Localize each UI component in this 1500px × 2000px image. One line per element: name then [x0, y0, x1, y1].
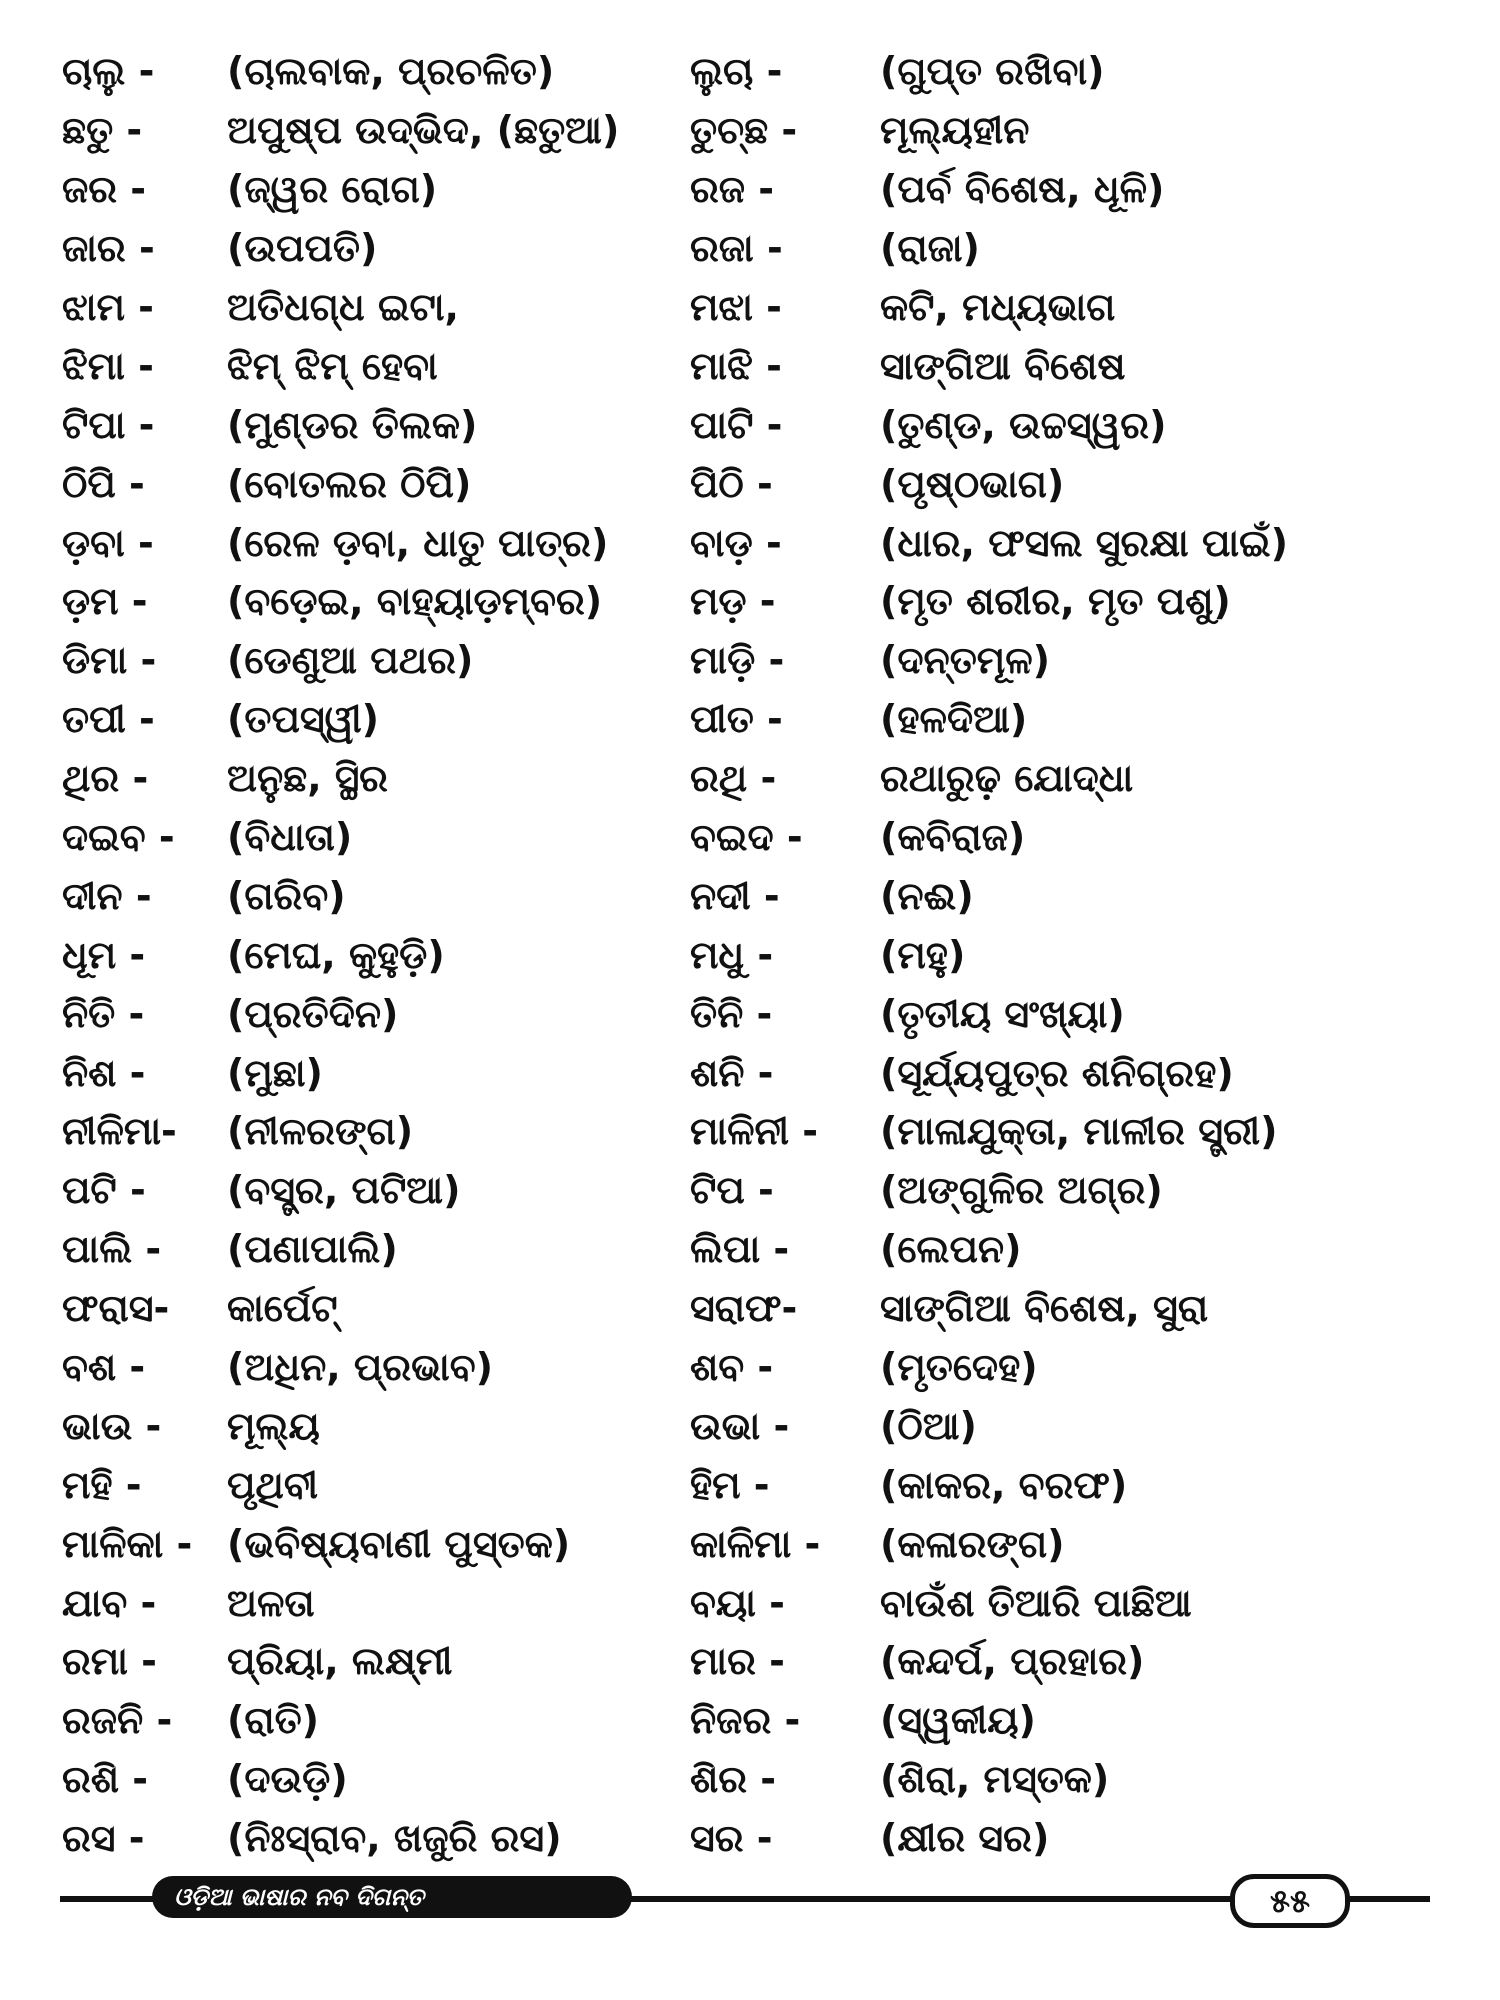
- entry-word: ଝାମ -: [62, 285, 154, 329]
- entry-meaning: (କଳାରଙ୍ଗ): [880, 1521, 1065, 1566]
- entry-meaning: (ଜ୍ୱର ରୋଗ): [227, 167, 438, 212]
- glossary-entry: [62, 454, 762, 513]
- glossary-entry: [690, 1750, 1470, 1809]
- entry-meaning: (ନଈ): [880, 873, 974, 918]
- entry-word: ଭାଉ -: [62, 1403, 162, 1448]
- entry-word: ମାଡ଼ି -: [690, 638, 785, 683]
- entry-meaning: (ମେଘ, କୁହୁଡ଼ି): [227, 932, 445, 977]
- entry-word: ଡ଼ବା -: [62, 520, 154, 565]
- entry-word: ଲୁଚା -: [690, 49, 783, 94]
- entry-word: ତିନି -: [690, 991, 773, 1036]
- glossary-entry: [62, 1338, 762, 1397]
- entry-word: ରସ -: [62, 1816, 145, 1861]
- glossary-entry: [62, 1396, 762, 1455]
- entry-word: ମହି -: [62, 1462, 142, 1507]
- glossary-entry: [62, 278, 762, 337]
- entry-meaning: (ଶିରା, ମସ୍ତକ): [880, 1757, 1110, 1802]
- glossary-entry: [62, 631, 762, 690]
- entry-word: ଝିମା -: [62, 343, 154, 388]
- entry-word: ଉଭା -: [690, 1403, 790, 1448]
- glossary-entry: [62, 513, 762, 572]
- entry-meaning: (ବିଧାତା): [227, 815, 353, 860]
- entry-meaning: (ଠିଆ): [880, 1403, 977, 1448]
- entry-meaning: (ପୃଷ୍ଠଭାଗ): [880, 461, 1065, 506]
- entry-meaning: ପୃଥିବୀ: [227, 1462, 319, 1507]
- entry-word: ରଜ -: [690, 167, 775, 212]
- glossary-entry: [62, 1691, 762, 1750]
- entry-meaning: (ରାତି): [227, 1698, 320, 1743]
- entry-word: ଚାଲୁ -: [62, 49, 155, 94]
- entry-word: ନଦୀ -: [690, 873, 780, 918]
- entry-meaning: (କବିରାଜ): [880, 815, 1026, 860]
- entry-word: ବଇଦ -: [690, 815, 803, 860]
- entry-meaning: (ଡେଣୁଆ ପଥର): [227, 638, 474, 683]
- entry-meaning: (ତୃତୀୟ ସଂଖ୍ୟା): [880, 991, 1125, 1036]
- entry-meaning: (ସୂର୍ଯ୍ୟପୁତ୍ର ଶନିଗ୍ରହ): [880, 1050, 1234, 1095]
- entry-word: ରଜନି -: [62, 1698, 173, 1743]
- glossary-entry: [690, 631, 1470, 690]
- entry-meaning: (ରେଳ ଡ଼ବା, ଧାତୁ ପାତ୍ର): [227, 520, 609, 565]
- glossary-entry: [62, 160, 762, 219]
- glossary-entry: [62, 1809, 762, 1868]
- entry-meaning: (ଦନ୍ତମୂଳ): [880, 638, 1051, 683]
- entry-word: ରଥି -: [690, 756, 777, 801]
- entry-word: ଜାର -: [62, 226, 155, 271]
- glossary-entry: [690, 1396, 1470, 1455]
- glossary-entry: [62, 101, 762, 160]
- entry-meaning: ରଥାରୁଢ଼ ଯୋଦ୍ଧା: [880, 756, 1134, 801]
- glossary-entry: [690, 1573, 1470, 1632]
- entry-word: ନୀଳିମା-: [62, 1109, 177, 1154]
- glossary-entry: [690, 513, 1470, 572]
- entry-word: ବାଡ଼ -: [690, 520, 782, 565]
- entry-word: ଜର -: [62, 167, 147, 212]
- entry-meaning: ସାଙ୍ଗିଆ ବିଶେଷ, ସୁରା: [880, 1286, 1209, 1331]
- entry-word: ମଝା -: [690, 285, 782, 329]
- glossary-entry: [690, 808, 1470, 867]
- entry-word: ମାର -: [690, 1639, 785, 1684]
- entry-word: ସର -: [690, 1816, 773, 1861]
- glossary-entry: [690, 1809, 1470, 1868]
- glossary-column-left: [62, 42, 762, 1868]
- entry-word: ଡ଼ମ -: [62, 579, 148, 624]
- glossary-entry: [62, 1632, 762, 1691]
- glossary-entry: [690, 866, 1470, 925]
- glossary-entry: [690, 749, 1470, 808]
- entry-meaning: (ପର୍ବ ବିଶେଷ, ଧୂଳି): [880, 167, 1165, 212]
- entry-word: ଠିପି -: [62, 461, 145, 506]
- entry-word: ମାଝି -: [690, 343, 782, 388]
- entry-word: ନିଶ -: [62, 1050, 146, 1095]
- entry-word: ନିତି -: [62, 991, 145, 1036]
- entry-word: ପଟି -: [62, 1168, 146, 1213]
- entry-word: ଲିପା -: [690, 1227, 790, 1272]
- entry-word: ଛତୁ -: [62, 108, 143, 153]
- entry-meaning: (ବୋତଲର ଠିପି): [227, 461, 472, 506]
- entry-meaning: (ଚାଲବାକ, ପ୍ରଚଳିତ): [227, 49, 555, 94]
- entry-word: ଫରାସ-: [62, 1286, 170, 1331]
- glossary-entry: [690, 572, 1470, 631]
- glossary-entry: [62, 1220, 762, 1279]
- entry-meaning: ଅତିଧଗ୍ଧ ଇଟା,: [227, 285, 459, 329]
- glossary-entry: [690, 42, 1470, 101]
- entry-meaning: (ରାଜା): [880, 226, 980, 271]
- entry-word: ଯାବ -: [62, 1580, 157, 1625]
- glossary-entry: [62, 219, 762, 278]
- entry-word: ଶବ -: [690, 1345, 774, 1390]
- glossary-entry: [690, 454, 1470, 513]
- glossary-column-right: [690, 42, 1470, 1868]
- entry-meaning: ପ୍ରିୟା, ଲକ୍ଷ୍ମୀ: [227, 1639, 453, 1684]
- entry-word: ଦଇବ -: [62, 815, 175, 860]
- entry-meaning: (ପଣାପାଲି): [227, 1227, 398, 1272]
- entry-word: ପାଲି -: [62, 1227, 162, 1272]
- glossary-entry: [62, 42, 762, 101]
- glossary-entry: [690, 1455, 1470, 1514]
- entry-meaning: (ପ୍ରତିଦିନ): [227, 991, 399, 1036]
- entry-meaning: (ବସ୍ତ୍ର, ପଟିଆ): [227, 1168, 461, 1213]
- entry-meaning: (ଦଉଡ଼ି): [227, 1757, 348, 1802]
- entry-word: ସରାଫ-: [690, 1286, 798, 1331]
- glossary-entry: [62, 1573, 762, 1632]
- glossary-entry: [690, 395, 1470, 454]
- glossary-entry: [690, 1220, 1470, 1279]
- glossary-entry: [62, 1514, 762, 1573]
- entry-meaning: (ମାଳାଯୁକ୍ତା, ମାଳୀର ସ୍ତ୍ରୀ): [880, 1109, 1278, 1154]
- glossary-entry: [690, 984, 1470, 1043]
- entry-meaning: (ଅଙ୍ଗୁଳିର ଅଗ୍ର): [880, 1168, 1163, 1213]
- page-number: ୫୫: [1230, 1874, 1350, 1928]
- entry-meaning: ମୂଲ୍ୟହୀନ: [880, 108, 1030, 153]
- glossary-entry: [62, 690, 762, 749]
- entry-word: ଧୂମ -: [62, 932, 146, 977]
- entry-meaning: କାର୍ପେଟ୍: [227, 1286, 338, 1331]
- entry-meaning: (କାକର, ବରଫ): [880, 1462, 1128, 1507]
- entry-word: ହିମ -: [690, 1462, 770, 1507]
- entry-meaning: ଅନୁଛ, ସ୍ଥିର: [227, 756, 388, 801]
- entry-word: ମଧୁ -: [690, 932, 774, 977]
- glossary-entry: [62, 866, 762, 925]
- entry-meaning: (କନ୍ଦର୍ପ, ପ୍ରହାର): [880, 1639, 1145, 1684]
- entry-meaning: କଟି, ମଧ୍ୟଭାଗ: [880, 285, 1116, 329]
- glossary-entry: [690, 925, 1470, 984]
- glossary-entry: [690, 336, 1470, 395]
- entry-meaning: (ହଳଦିଆ): [880, 697, 1028, 742]
- entry-meaning: (ଅଧିନ, ପ୍ରଭାବ): [227, 1345, 494, 1390]
- entry-word: ବଶ -: [62, 1345, 146, 1390]
- glossary-entry: [62, 395, 762, 454]
- glossary-entry: [62, 572, 762, 631]
- glossary-entry: [690, 690, 1470, 749]
- entry-meaning: ମୂଲ୍ୟ: [227, 1403, 320, 1448]
- entry-word: ରମା -: [62, 1639, 157, 1684]
- glossary-entry: [62, 1043, 762, 1102]
- entry-word: ପିଠି -: [690, 461, 773, 506]
- entry-word: ଟିପା -: [62, 402, 155, 447]
- glossary-entry: [690, 1279, 1470, 1338]
- entry-meaning: (ଧାର, ଫସଲ ସୁରକ୍ଷା ପାଇଁ): [880, 520, 1289, 565]
- glossary-entry: [62, 749, 762, 808]
- glossary-entry: [690, 1102, 1470, 1161]
- entry-meaning: ଝିମ୍ ଝିମ୍ ହେବା: [227, 343, 438, 388]
- entry-meaning: (ଉପପତି): [227, 226, 378, 271]
- glossary-entry: [62, 1102, 762, 1161]
- glossary-entry: [62, 1455, 762, 1514]
- entry-word: ରଶି -: [62, 1757, 149, 1802]
- entry-meaning: (ନିଃସ୍ରାବ, ଖଜୁରି ରସ): [227, 1816, 562, 1861]
- entry-word: ଡିମା -: [62, 638, 157, 683]
- glossary-entry: [690, 1338, 1470, 1397]
- entry-word: ପାଟି -: [690, 402, 783, 447]
- page-footer: [60, 1874, 1430, 1924]
- entry-word: ଥିର -: [62, 756, 149, 801]
- entry-meaning: (ତପସ୍ୱୀ): [227, 697, 380, 742]
- glossary-entry: [690, 160, 1470, 219]
- entry-word: ରଜା -: [690, 226, 783, 271]
- entry-meaning: (ସ୍ୱକୀୟ): [880, 1698, 1036, 1743]
- glossary-entry: [62, 1750, 762, 1809]
- entry-word: ଦୀନ -: [62, 873, 152, 918]
- entry-word: ଶନି -: [690, 1050, 774, 1095]
- entry-meaning: (ମୁଣ୍ଡର ତିଲକ): [227, 402, 478, 447]
- entry-word: ଟିପ -: [690, 1168, 774, 1213]
- entry-meaning: (ମୁଛା): [227, 1050, 323, 1095]
- glossary-entry: [690, 1514, 1470, 1573]
- glossary-entry: [62, 336, 762, 395]
- glossary-entry: [690, 1632, 1470, 1691]
- glossary-entry: [690, 1043, 1470, 1102]
- glossary-entry: [690, 1161, 1470, 1220]
- entry-meaning: (ମୃତଦେହ): [880, 1345, 1038, 1390]
- entry-meaning: (କ୍ଷୀର ସର): [880, 1816, 1050, 1861]
- entry-meaning: (ବଡ଼େଇ, ବାହ୍ୟାଡ଼ମ୍ବର): [227, 579, 603, 624]
- entry-meaning: ବାଉଁଶ ତିଆରି ପାଛିଆ: [880, 1580, 1192, 1625]
- entry-meaning: (ନୀଳରଙ୍ଗ): [227, 1109, 414, 1154]
- entry-meaning: ସାଙ୍ଗିଆ ବିଶେଷ: [880, 343, 1126, 388]
- entry-word: ବୟା -: [690, 1580, 785, 1625]
- glossary-entry: [62, 925, 762, 984]
- entry-meaning: ଅଳତା: [227, 1580, 315, 1625]
- entry-word: ମାଳିକା -: [62, 1521, 193, 1566]
- glossary-entry: [690, 1691, 1470, 1750]
- glossary-entry: [690, 219, 1470, 278]
- entry-word: ପୀତ -: [690, 697, 783, 742]
- entry-word: ତୁଚ୍ଛ -: [690, 108, 798, 153]
- entry-meaning: (ଗୁପ୍ତ ରଖିବା): [880, 49, 1105, 94]
- glossary-entry: [62, 1161, 762, 1220]
- entry-meaning: (ଗରିବ): [227, 873, 346, 918]
- book-title: ଓଡ଼ିଆ ଭାଷାର ନବ ଦିଗନ୍ତ: [152, 1876, 632, 1918]
- entry-meaning: (ଲେପନ): [880, 1227, 1022, 1272]
- entry-meaning: (ମହୁ): [880, 932, 966, 977]
- glossary-entry: [62, 808, 762, 867]
- entry-word: ତପୀ -: [62, 697, 155, 742]
- entry-word: ମଡ଼ -: [690, 579, 776, 624]
- entry-meaning: ଅପୁଷ୍ପ ଉଦ୍ଭିଦ, (ଛତୁଆ): [227, 108, 620, 153]
- entry-meaning: (ଭବିଷ୍ୟବାଣୀ ପୁସ୍ତକ): [227, 1521, 571, 1566]
- entry-word: ନିଜର -: [690, 1698, 801, 1743]
- glossary-entry: [690, 101, 1470, 160]
- entry-word: ମାଳିନୀ -: [690, 1109, 818, 1154]
- glossary-entry: [62, 1279, 762, 1338]
- entry-word: କାଳିମା -: [690, 1521, 821, 1566]
- entry-word: ଶିର -: [690, 1757, 777, 1802]
- entry-meaning: (ତୁଣ୍ଡ, ଉଚ୍ଚସ୍ୱର): [880, 402, 1167, 447]
- entry-meaning: (ମୃତ ଶରୀର, ମୃତ ପଶୁ): [880, 579, 1231, 624]
- glossary-entry: [62, 984, 762, 1043]
- glossary-entry: [690, 278, 1470, 337]
